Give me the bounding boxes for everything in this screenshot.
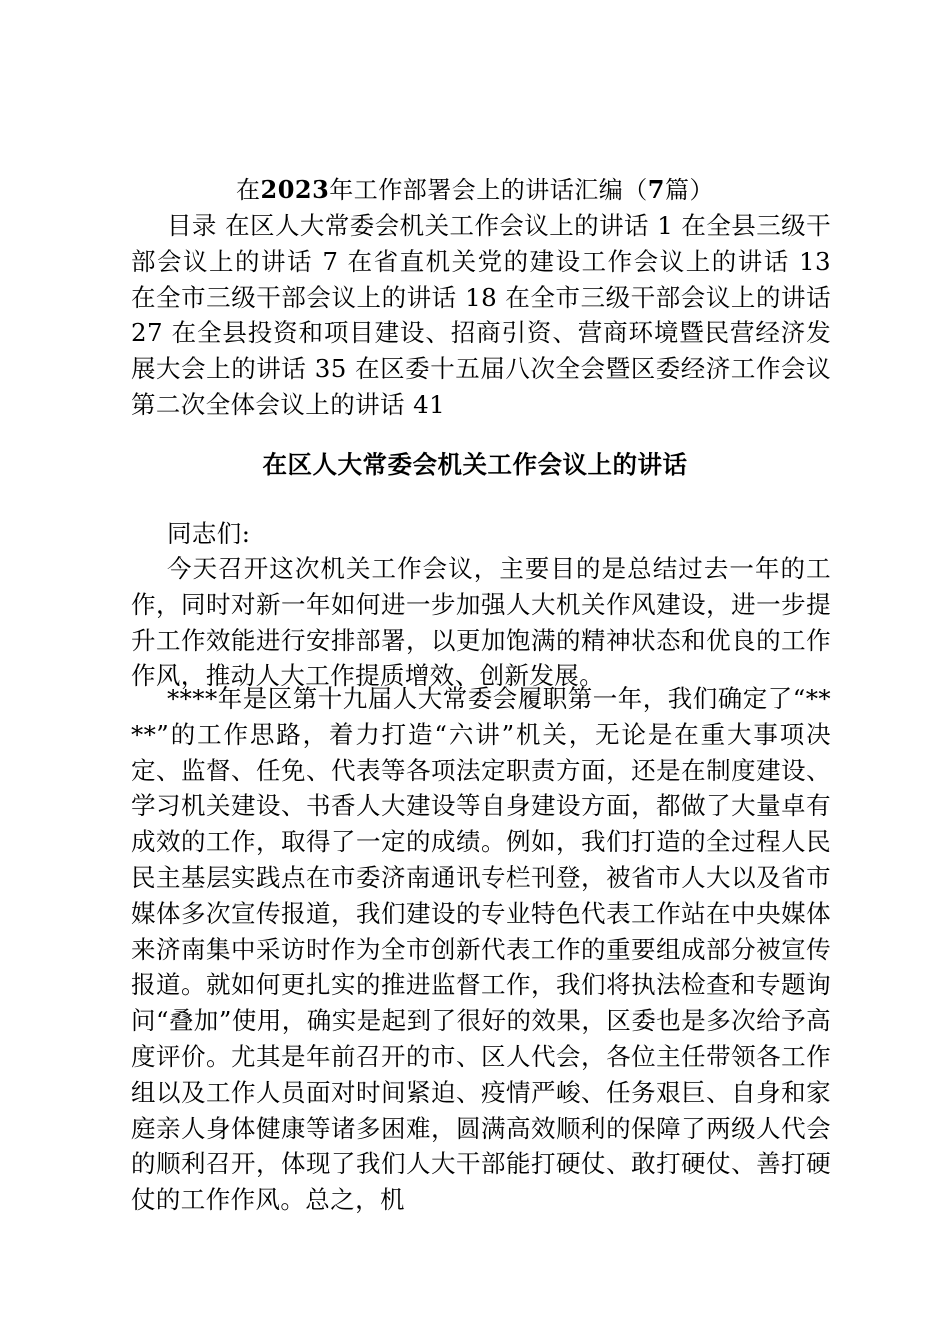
speech-paragraph: ****年是区第十九届人大常委会履职第一年，我们确定了“****”的工作思路，着力打造“六讲”机关，无论是在重大事项决定、监督、任免、代表等各项法定职责方面，还是在制度建设、学习机关建设、书香人大建设等自身建设方面，都做了大量卓有成效的工作，取得了一定的成绩。例如，我们打造的全过程人民民主基层实践点在市委济南通讯专栏刊登，被省市人大以及省市媒体多次宣传报道，我们建设的专业特色代表工作站在中央媒体来济南集中采访时作为全市创新代表工作的重要组成部分被宣传报道。就如何更扎实的推进监督工作，我们将执法检查和专题询问“叠加”使用，确实是起到了很好的效果，区委也是多次给予高度评价。尤其是年前召开的市、区人代会，各位主任带领各工作组以及工作人员面对时间紧迫、疫情严峻、任务艰巨、自身和家庭亲人身体健康等诸多困难，圆满高效顺利的保障了两级人代会的顺利召开，体现了我们人大干部能打硬仗、敢打硬仗、善打硬仗的工作作风。总之，机 xyxy=(131,684,831,1215)
speech-greeting: 同志们: xyxy=(167,519,251,548)
title-suffix: 篇） xyxy=(665,176,714,204)
table-of-contents: 目录 在区人大常委会机关工作会议上的讲话 1 在全县三级干部会议上的讲话 7 在省直机关党的建设工作会议上的讲话 13 在全市三级干部会议上的讲话 18 在全市三级干部会议上的讲话 27 在全县投资和项目建设、招商引资、营商环境暨民营经济发展大会上的讲话 35 在区委十五届八次全会暨区委经济工作会议第二次全体会议上的讲话 41 xyxy=(131,211,831,419)
title-prefix: 在 xyxy=(236,176,261,204)
title-year: 2023 xyxy=(260,175,330,204)
speech-paragraph: 今天召开这次机关工作会议，主要目的是总结过去一年的工作，同时对新一年如何进一步加强人大机关作风建设，进一步提升工作效能进行安排部署，以更加饱满的精神状态和优良的工作作风，推动人大工作提质增效、创新发展。 xyxy=(131,554,831,691)
speech-title: 在区人大常委会机关工作会议上的讲话 xyxy=(262,450,688,479)
document-title xyxy=(0,172,950,208)
title-count: 7 xyxy=(647,175,665,204)
title-middle: 年工作部署会上的讲话汇编（ xyxy=(329,176,648,204)
